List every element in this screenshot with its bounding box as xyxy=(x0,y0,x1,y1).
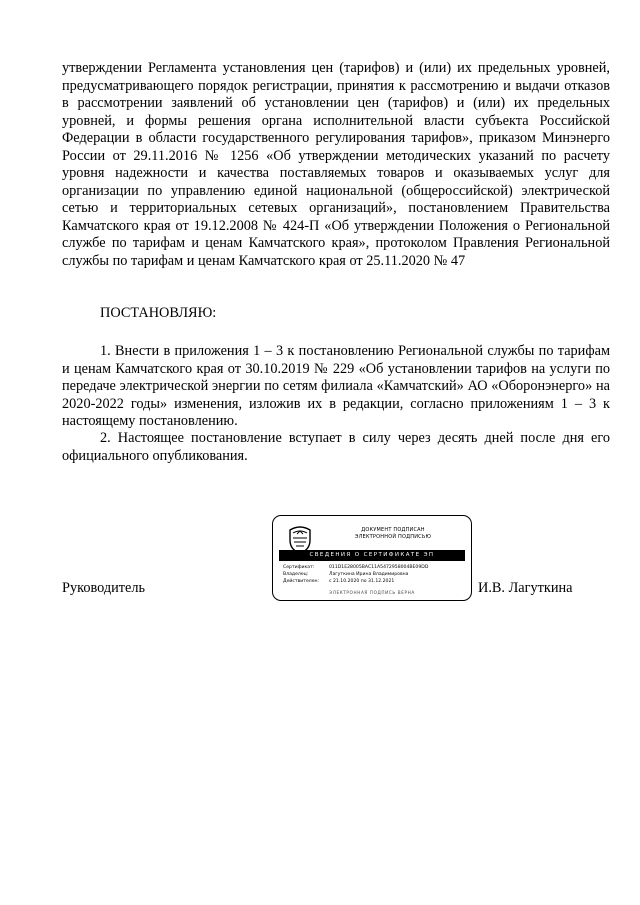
stamp-certificate-bar: СВЕДЕНИЯ О СЕРТИФИКАТЕ ЭП xyxy=(279,550,465,561)
certificate-row: Сертификат: 011D1E28005BAC11A5472958004BE09DD xyxy=(283,565,429,570)
intro-paragraph: утверждении Регламента установления цен (тарифов) и (или) их предельных уровней, предусматривающего порядок регистрации, принятия к рассмотрению и выдачи отказов в рассмотрении заявлений об установлении цен (тарифов) и (или) их предельных уровней, и формы решения органа исполнительной власти субъекта Российской Федерации в области государственного регулирования тарифов», приказом Минэнерго России от 29.11.2016 № 1256 «Об утверждении методических указаний по расчету уровня надежности и качества поставляемых товаров и оказываемых услуг для организации по управлению единой национальной (общероссийской) электрической сетью и территориальных сетевых организаций», постановлением Правительства Камчатского края от 19.12.2008 № 424-П «Об утверждении Положения о Региональной службе по тарифам и ценам Камчатского края», протоколом Правления Региональной службы по тарифам и ценам Камчатского края от 25.11.2020 № 47 xyxy=(62,60,610,269)
stamp-details xyxy=(283,564,467,585)
resolution-item-2: 2. Настоящее постановление вступает в силу через десять дней после дня его официального опубликования. xyxy=(62,430,610,464)
signatory-name: И.В. Лагуткина xyxy=(478,580,573,596)
stamp-footer: ЭЛЕКТРОННАЯ ПОДПИСЬ ВЕРНА xyxy=(329,590,415,595)
validity-row: Действителен: с 21.10.2020 по 31.12.2021 xyxy=(283,579,395,584)
electronic-signature-stamp xyxy=(272,515,472,601)
resolution-item-1: 1. Внести в приложения 1 – 3 к постановлению Региональной службы по тарифам и ценам Камчатского края от 30.10.2019 № 229 «Об установлении тарифов на услуги по передаче электрической энергии по сетям филиала «Камчатский» АО «Оборонэнерго» на 2020-2022 годы» изменения, изложив их в редакции, согласно приложениям 1 – 3 к настоящему постановлению. xyxy=(62,343,610,429)
decree-heading: ПОСТАНОВЛЯЮ: xyxy=(100,305,217,321)
owner-row: Владелец: Лагуткина Ирина Владимировна xyxy=(283,572,409,577)
stamp-header: ДОКУМЕНТ ПОДПИСАН ЭЛЕКТРОННОЙ ПОДПИСЬЮ xyxy=(354,527,432,540)
signatory-title: Руководитель xyxy=(62,580,146,596)
